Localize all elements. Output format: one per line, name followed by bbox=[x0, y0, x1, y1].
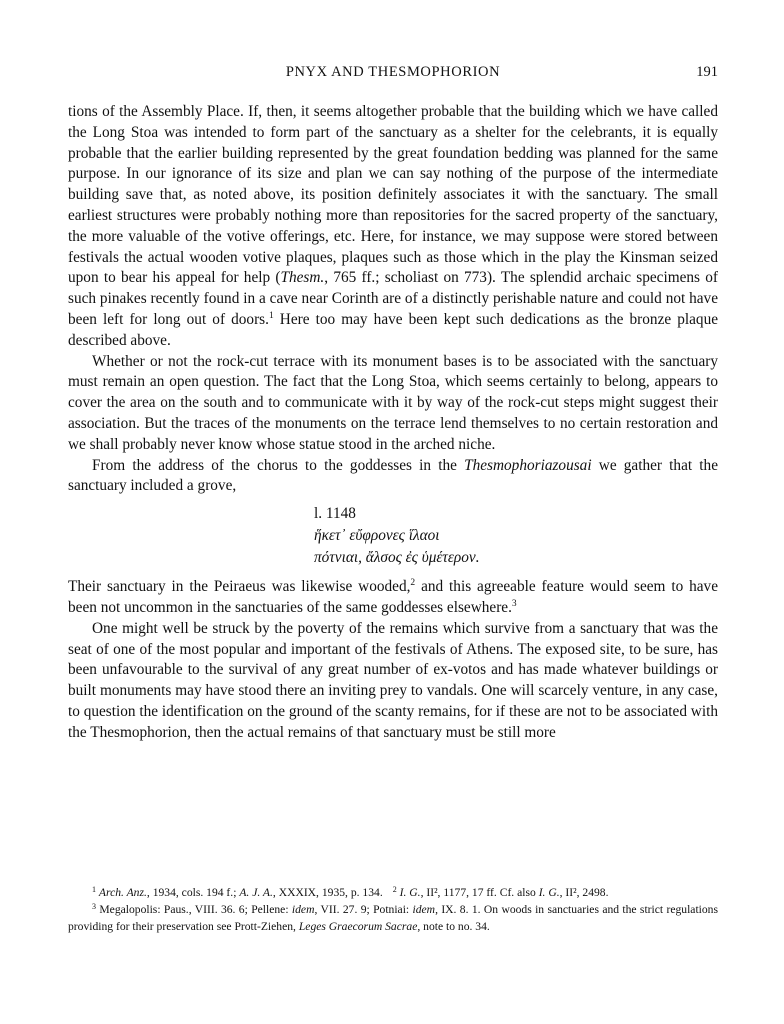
footnote-3: $^3$ Megalopolis: Paus., VIII. 36. 6; Pellene: idem, VII. 27. 9; Potniai: idem, IX. 8. 1. On woods in sanctuaries and the strict regulations providing for their preservation see Prott-Ziehen, Leges Graecorum Sacrae, note to no. 34. bbox=[68, 902, 718, 933]
footnote-1-and-2: $^1$ Arch. Anz., 1934, cols. 194 f.; A. J. A., XXXIX, 1935, p. 134. $^2$ I. G., II², 1177, 17 ff. Cf. also I. G., II², 2498. bbox=[92, 885, 609, 899]
quote-line-reference: l. 1148 bbox=[314, 505, 356, 523]
footnote-number-2: 2 bbox=[392, 885, 397, 894]
paragraph-2: Whether or not the rock-cut terrace with its monument bases is to be associated with the sanctuary must remain an open question. The fact that the Long Stoa, which seems certainly to belong, appears to cover the area on the south and to communicate with it by way of the rock-cut steps might suggest their association. But the traces of the monuments on the terrace lend themselves to no certain restoration and we shall probably never know whose statue stood in the arched niche. bbox=[68, 352, 718, 453]
running-title: PNYX AND THESMOPHORION bbox=[285, 64, 501, 80]
greek-quotation bbox=[68, 503, 718, 569]
footnote-ref-1[interactable]: 1 bbox=[268, 310, 274, 321]
footnotes bbox=[68, 884, 718, 935]
citation-thesm: Thesm. bbox=[280, 269, 325, 287]
play-title: Thesmophoriazousai bbox=[464, 456, 592, 474]
greek-line-2: πότνιαι, ἄλσος ἐς ὑμέτερον. bbox=[314, 549, 480, 567]
paragraph-1: tions of the Assembly Place. If, then, it seems altogether probable that the building which we have called the Long Stoa was intended to form part of the sanctuary as a shelter for the celebrants, it is equally probable that the earlier building represented by the great foundation bedding was planned for the same purpose. In our ignorance of its size and plan we can say nothing of the purpose of the intermediate building save that, as noted above, its position definitely associates it with the sanctuary. The small earliest structures were probably nothing more than repositories for the sacred property of the sanctuary, the more valuable of the votive offerings, etc. Here, for instance, we may suppose were stored between festivals the actual wooden votive plaques, plaques such as those which in the play the Kinsman seized upon to bear his appeal for help (Thesm., 765 ff.; scholiast on 773). The splendid archaic specimens of such pinakes recently found in a cave near Corinth are of a distinctly perishable nature and could not have been left for long out of doors.$^1$ Here too may have been kept such dedications as the bronze plaque described above. bbox=[68, 103, 719, 349]
paragraph-3: From the address of the chorus to the goddesses in the Thesmophoriazousai we gather that the sanctuary included a grove, bbox=[68, 456, 718, 495]
body-text bbox=[68, 102, 718, 744]
footnote-number-3: 3 bbox=[92, 902, 96, 911]
paragraph-5: One might well be struck by the poverty of the remains which survive from a sanctuary that was the seat of one of the most popular and important of the festivals of Athens. The exposed site, to be sure, has been unfavourable to the survival of any great number of ex-votos and has made whatever buildings or built monuments may have stood there an inviting prey to vandals. One will scarcely venture, in any case, to question the identification on the ground of the scanty remains, for if these are not to be associated with the Thesmophorion, then the actual remains of that sanctuary must be still more bbox=[68, 619, 718, 741]
greek-line-1: ἥκετ᾽ εὔφρονες ἵλαοι bbox=[314, 527, 440, 545]
running-head bbox=[68, 64, 718, 84]
footnote-ref-2[interactable]: 2 bbox=[410, 578, 416, 589]
paragraph-4: Their sanctuary in the Peiraeus was likewise wooded,$^2$ and this agreeable feature would seem to have been not uncommon in the sanctuaries of the same goddesses elsewhere.$^3$ bbox=[68, 578, 718, 616]
footnote-number-1: 1 bbox=[92, 885, 96, 894]
footnote-ref-3[interactable]: 3 bbox=[511, 598, 517, 609]
page-number: 191 bbox=[696, 64, 718, 80]
